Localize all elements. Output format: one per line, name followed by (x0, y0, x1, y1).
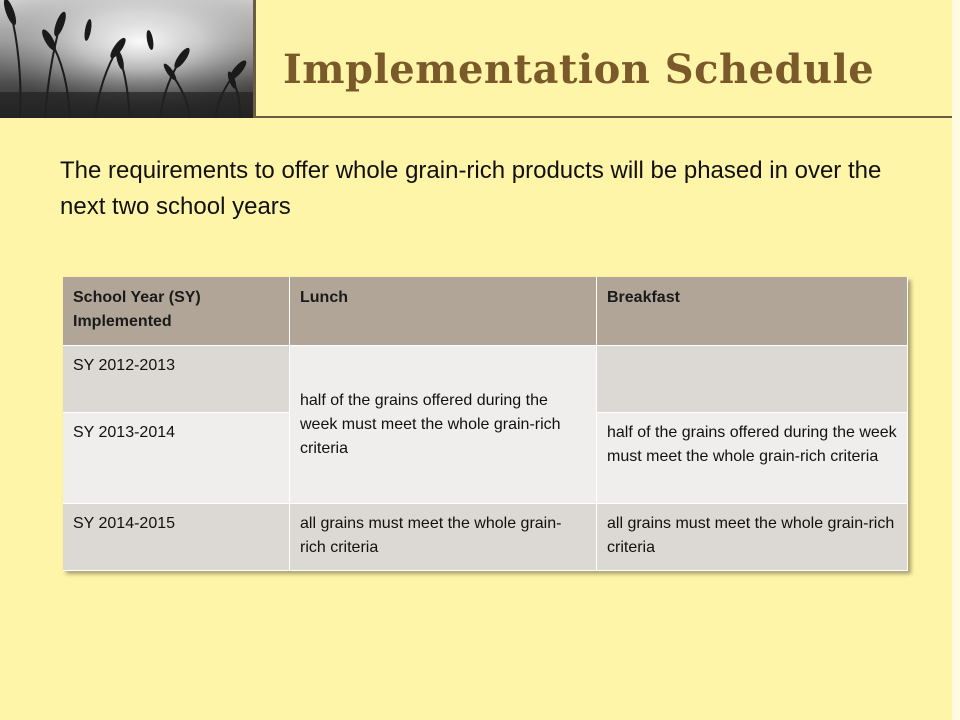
lunch-cell: half of the grains offered during the week must meet the whole grain-rich criteria (290, 346, 597, 504)
photo-divider (253, 0, 256, 118)
year-cell: SY 2012-2013 (63, 346, 290, 413)
intro-text: The requirements to offer whole grain-rich products will be phased in over the next two school years (60, 157, 882, 220)
slide-title: Implementation Schedule (283, 46, 875, 93)
header-lunch: Lunch (290, 277, 597, 346)
header-school-year: School Year (SY) Implemented (63, 277, 290, 346)
header-divider (255, 116, 960, 118)
table-row (63, 346, 908, 413)
table-row (63, 504, 908, 571)
breakfast-cell: half of the grains offered during the week must meet the whole grain-rich criteria (597, 413, 908, 504)
year-cell: SY 2014-2015 (63, 504, 290, 571)
lunch-cell: all grains must meet the whole grain-rich criteria (290, 504, 597, 571)
wheat-field-image (0, 0, 255, 118)
year-cell: SY 2013-2014 (63, 413, 290, 504)
header-breakfast: Breakfast (597, 277, 908, 346)
breakfast-cell: all grains must meet the whole grain-rich criteria (597, 504, 908, 571)
right-edge-strip (952, 0, 960, 720)
schedule-table (63, 277, 908, 571)
breakfast-cell (597, 346, 908, 413)
table-header-row (63, 277, 908, 346)
